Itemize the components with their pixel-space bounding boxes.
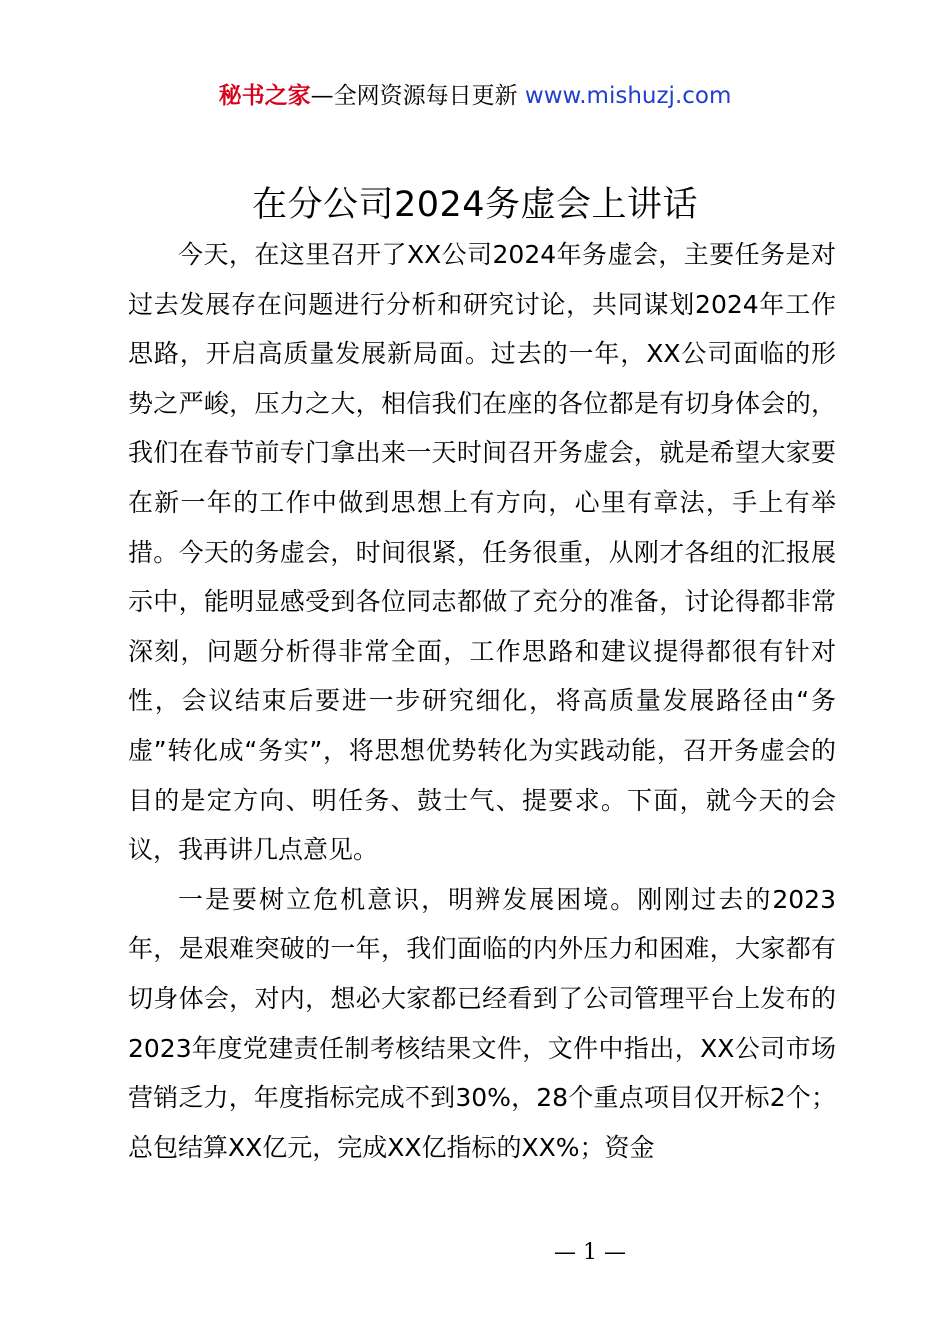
document-title: 在分公司2024务虚会上讲话 bbox=[251, 185, 699, 225]
site-url[interactable]: www.mishuzj.com bbox=[524, 83, 732, 109]
paragraph: 一是要树立危机意识，明辨发展困境。刚刚过去的2023年，是艰难突破的一年，我们面临的内外压力和困难，大家都有切身体会，对内，想必大家都已经看到了公司管理平台上发布的2023年度党建责任制考核结果文件，文件中指出，XX公司市场营销乏力，年度指标完成不到30%，28个重点项目仅开标2个；总包结算XX亿元，完成XX亿指标的XX%；资金 bbox=[128, 884, 836, 1162]
site-tagline: —全网资源每日更新 bbox=[310, 83, 518, 109]
paragraph: 今天，在这里召开了XX公司2024年务虚会，主要任务是对过去发展存在问题进行分析和研究讨论，共同谋划2024年工作思路，开启高质量发展新局面。过去的一年，XX公司面临的形势之严峻，压力之大，相信我们在座的各位都是有切身体会的，我们在春节前专门拿出来一天时间召开务虚会，就是希望大家要在新一年的工作中做到思想上有方向，心里有章法，手上有举措。今天的务虚会，时间很紧，任务很重，从刚才各组的汇报展示中，能明显感受到各位同志都做了充分的准备，讨论得都非常深刻，问题分析得非常全面，工作思路和建议提得都很有针对性，会议结束后要进一步研究细化，将高质量发展路径由“务虚”转化成“务实”，将思想优势转化为实践动能，召开务虚会的目的是定方向、明任务、鼓士气、提要求。下面，就今天的会议，我再讲几点意见。 bbox=[128, 240, 836, 865]
page-number: — 1 — bbox=[554, 1240, 626, 1265]
document-body bbox=[128, 230, 836, 1172]
site-brand: 秘书之家 bbox=[218, 83, 311, 109]
site-header bbox=[0, 80, 950, 112]
